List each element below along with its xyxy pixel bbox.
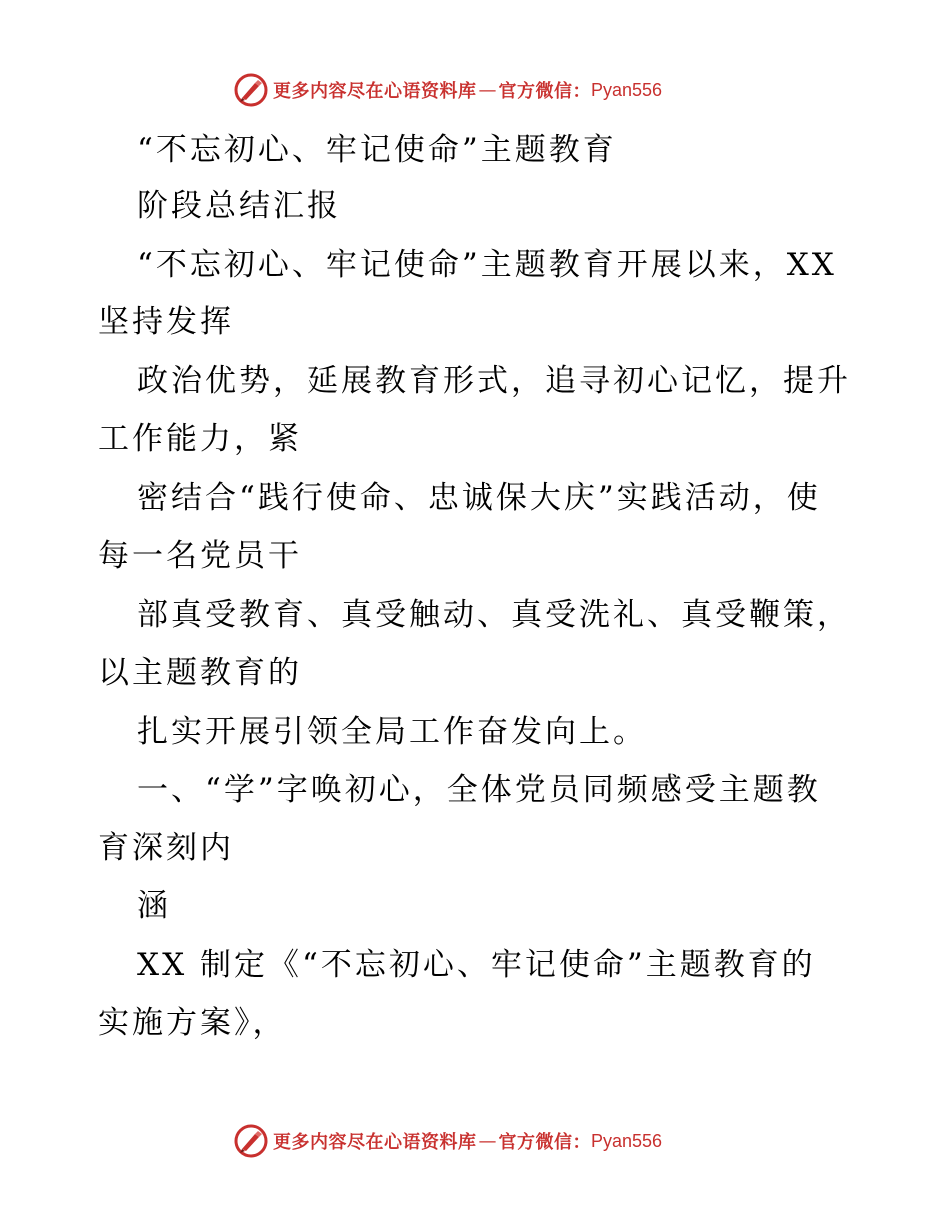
doc-text-line: 以主题教育的 (98, 655, 302, 691)
banner-wechat-id: Pyan556 (591, 1130, 663, 1151)
doc-text-line: 部真受教育、真受触动、真受洗礼、真受鞭策， (137, 597, 851, 633)
footer-banner (233, 1121, 662, 1161)
doc-text-line: 密结合“践行使命、忠诚保大庆”实践活动，使 (137, 480, 821, 516)
doc-text-line: 扎实开展引领全局工作奋发向上。 (137, 714, 647, 750)
banner-wechat-id: Pyan556 (591, 79, 663, 100)
doc-title-line: “不忘初心、牢记使命”主题教育 (137, 132, 617, 168)
doc-text-line: XX 制定《“不忘初心、牢记使命”主题教育的 (137, 947, 816, 983)
banner-slogan: 更多内容尽在心语资料库 (273, 1132, 477, 1153)
banner-wechat-label: 官方微信： (498, 81, 591, 102)
doc-heading-line: 涵 (137, 888, 171, 924)
doc-text-line: 政治优势，延展教育形式，追寻初心记忆，提升 (137, 363, 851, 399)
banner-wechat-label: 官方微信： (498, 1132, 591, 1153)
pen-logo-icon (233, 72, 269, 108)
doc-heading-line: 育深刻内 (98, 830, 234, 866)
doc-text-line: “不忘初心、牢记使命”主题教育开展以来，XX (137, 247, 837, 283)
banner-slogan: 更多内容尽在心语资料库 (273, 81, 477, 102)
pen-logo-icon (233, 1123, 269, 1159)
doc-text-line: 实施方案》， (98, 1005, 287, 1041)
doc-subtitle-line: 阶段总结汇报 (137, 188, 341, 224)
doc-heading-line: 一、“学”字唤初心，全体党员同频感受主题教 (137, 772, 821, 808)
doc-text-line: 每一名党员干 (98, 538, 302, 574)
banner-separator: — (478, 79, 497, 101)
doc-text-line: 工作能力，紧 (98, 421, 302, 457)
banner-separator: — (478, 1130, 497, 1152)
header-banner (233, 70, 662, 110)
doc-text-line: 坚持发挥 (98, 304, 234, 340)
